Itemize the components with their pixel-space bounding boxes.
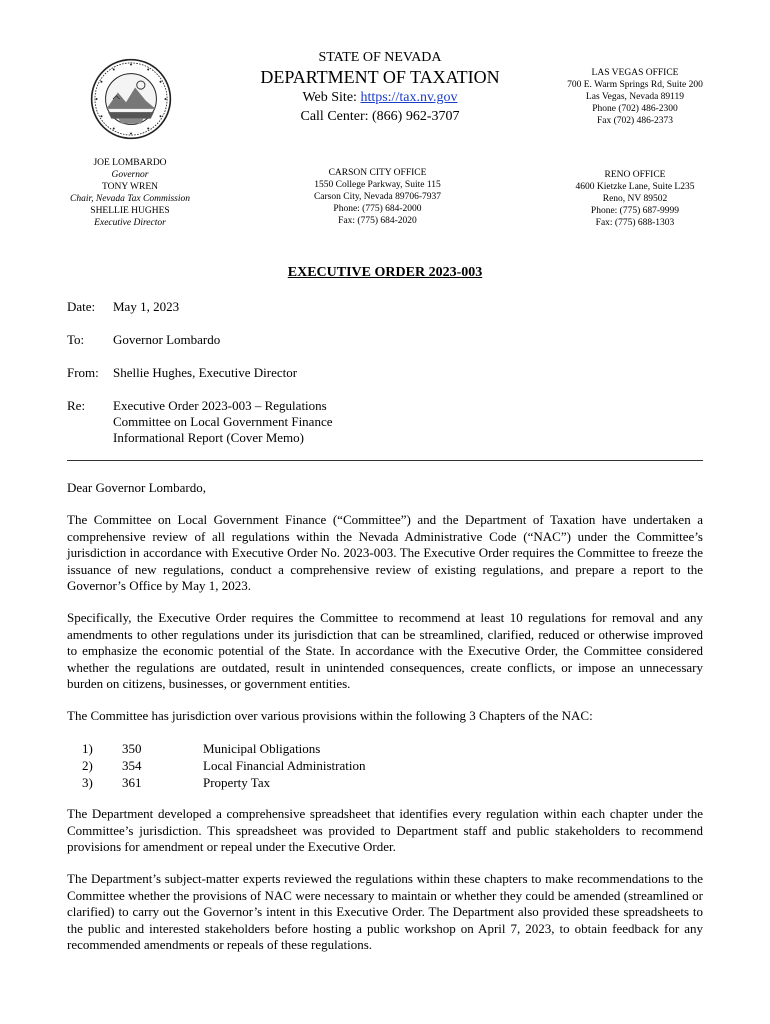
chapter-number: 2) <box>82 758 93 773</box>
from-value: Shellie Hughes, Executive Director <box>113 365 298 380</box>
website-prefix: Web Site: <box>302 90 361 105</box>
date-label: Date: <box>67 299 96 314</box>
office-line: 4600 Kietzke Lane, Suite L235 <box>575 182 695 192</box>
paragraph-5: The Department’s subject-matter experts reviewed the regulations within these chapters to make recommendations to the Committee whether the provisions of NAC were necessary to maintain or whether they could be amended (streamlined or clarified) to carry out the Governor’s intent in this Executive Order. The Department also provided these spreadsheets to the public and interested stakeholders before hosting a public workshop on April 7, 2023, to obtain feedback for any recommended amendments or repeals of these regulations. <box>67 871 703 952</box>
office-line: 700 E. Warm Springs Rd, Suite 200 <box>567 80 703 90</box>
website-link[interactable]: https://tax.nv.gov <box>360 90 458 105</box>
chapter-code: 350 <box>122 741 142 756</box>
office-line: LAS VEGAS OFFICE <box>591 68 679 78</box>
document-title <box>0 265 770 281</box>
paragraph-1: The Committee on Local Government Finance (“Committee”) and the Department of Taxation have undertaken a comprehensive review of all regulations within the Nevada Administrative Code (“NAC”) under the Committee’s jurisdiction in accordance with Executive Order No. 2023-003. The Executive Order requires the Committee to freeze the issuance of new regulations, conduct a comprehensive review of existing regulations, and prepare a report to the Governor’s Office by May 1, 2023. <box>67 512 703 593</box>
director-name: SHELLIE HUGHES <box>90 206 170 216</box>
reno-office <box>555 169 715 229</box>
paragraph-4: The Department developed a comprehensive spreadsheet that identifies every regulation within each chapter under the Committee’s jurisdiction. This spreadsheet was provided to Department staff and public stakeholders to recommend provisions for amendment or repeal under the Executive Order. <box>67 806 703 854</box>
re-line: Committee on Local Government Finance <box>113 414 333 429</box>
las-vegas-office <box>555 67 715 127</box>
document-title-text: EXECUTIVE ORDER 2023-003 <box>287 265 483 280</box>
office-line: 1550 College Parkway, Suite 115 <box>314 180 441 190</box>
paragraph-2: Specifically, the Executive Order requires the Committee to recommend at least 10 regulations for removal and any amendments to other regulations under its jurisdiction that can be streamlined, clarified, reduced or otherwise improved to emphasize the economic potential of the State. In accordance with the Executive Order, the Committee considered whether the regulations are outdated, result in unintended consequences, create conflicts, or impose an unnecessary burden on citizens, businesses, or government entities. <box>67 610 703 691</box>
date-value: May 1, 2023 <box>113 299 180 314</box>
chapter-number: 3) <box>82 775 93 790</box>
state-seal-logo <box>90 58 172 140</box>
office-line: Fax: (775) 684-2020 <box>338 216 417 226</box>
chapter-description: Property Tax <box>203 775 271 790</box>
office-line: CARSON CITY OFFICE <box>328 168 427 178</box>
office-line: Phone: (775) 684-2000 <box>333 204 422 214</box>
director-title: Executive Director <box>94 218 166 228</box>
chair-name: TONY WREN <box>101 182 159 192</box>
office-line: Las Vegas, Nevada 89119 <box>585 92 685 102</box>
re-line: Informational Report (Cover Memo) <box>113 430 304 445</box>
governor-title: Governor <box>111 170 149 180</box>
office-line: Phone (702) 486-2300 <box>592 104 678 114</box>
officials-block <box>55 157 205 229</box>
office-line: Phone: (775) 687-9999 <box>590 206 680 216</box>
office-line: Fax (702) 486-2373 <box>597 116 673 126</box>
to-label: To: <box>67 332 85 347</box>
department-name: DEPARTMENT OF TAXATION <box>260 67 500 87</box>
chapter-code: 361 <box>122 775 142 790</box>
chair-title: Chair, Nevada Tax Commission <box>70 194 190 204</box>
chapter-description: Municipal Obligations <box>203 741 321 756</box>
divider <box>67 460 703 461</box>
chapter-code: 354 <box>122 758 142 773</box>
office-line: Carson City, Nevada 89706-7937 <box>313 192 442 202</box>
state-name: STATE OF NEVADA <box>318 50 442 65</box>
governor-name: JOE LOMBARDO <box>93 158 167 168</box>
chapter-number: 1) <box>82 741 93 756</box>
from-label: From: <box>67 365 99 380</box>
re-label: Re: <box>67 398 86 413</box>
department-header <box>255 50 505 126</box>
office-line: Reno, NV 89502 <box>602 194 668 204</box>
to-value: Governor Lombardo <box>113 332 221 347</box>
website-line <box>255 88 505 107</box>
re-line: Executive Order 2023-003 – Regulations <box>113 398 327 413</box>
salutation: Dear Governor Lombardo, <box>67 480 206 495</box>
carson-city-office <box>300 167 455 227</box>
office-line: RENO OFFICE <box>604 170 666 180</box>
call-center: Call Center: (866) 962-3707 <box>300 109 460 124</box>
re-value <box>113 398 673 446</box>
chapter-description: Local Financial Administration <box>203 758 366 773</box>
office-line: Fax: (775) 688-1303 <box>595 218 675 228</box>
paragraph-3: The Committee has jurisdiction over various provisions within the following 3 Chapters of the NAC: <box>67 708 593 723</box>
